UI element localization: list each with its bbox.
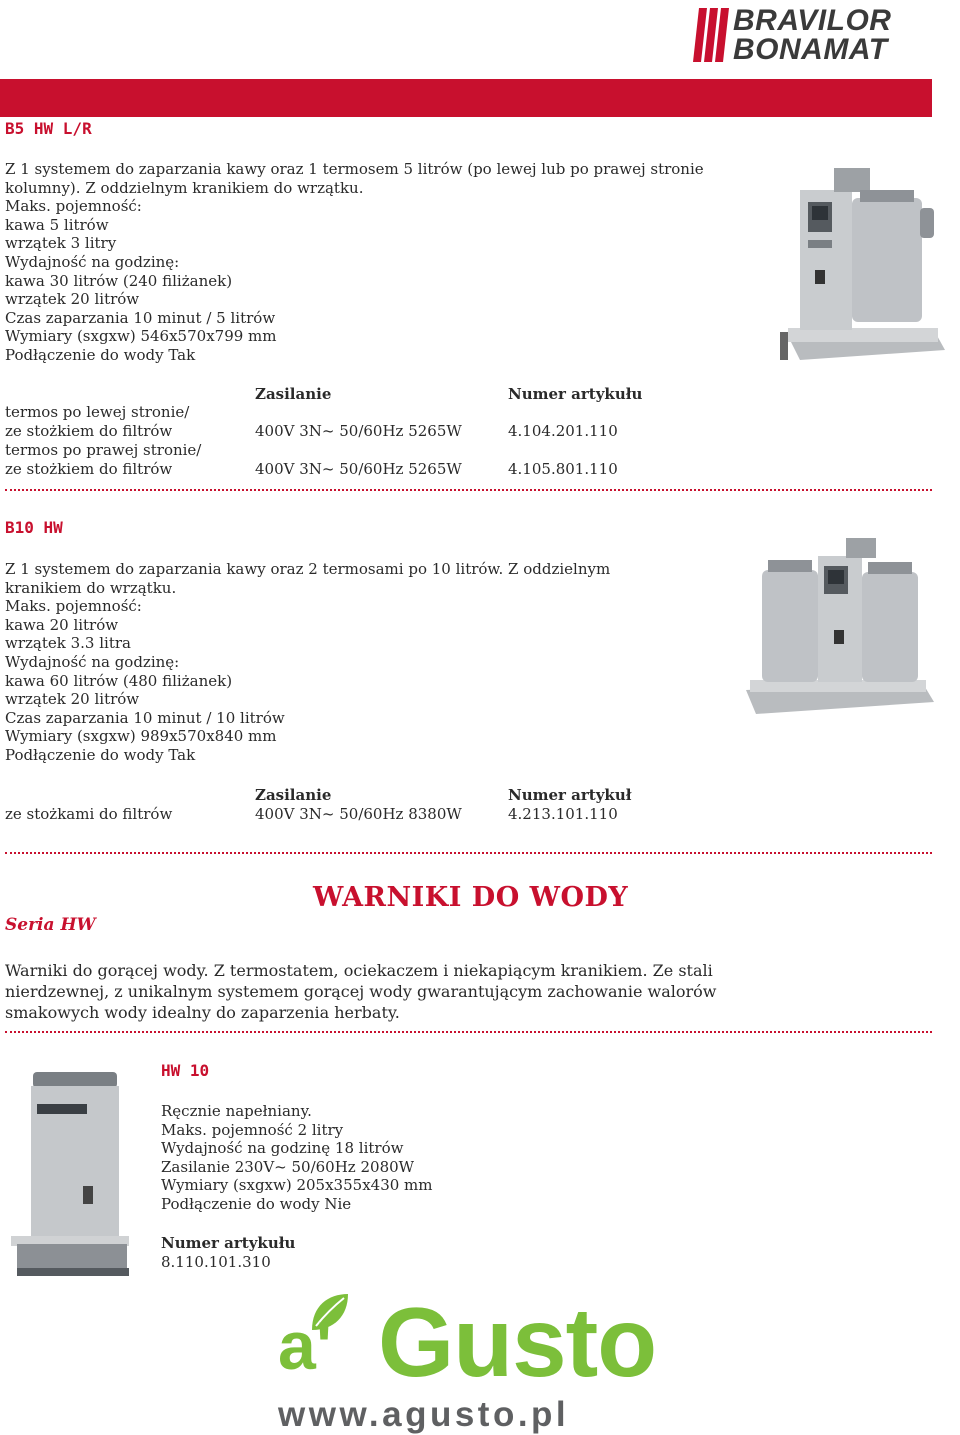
hw10-line: Maks. pojemność 2 litry <box>161 1120 344 1139</box>
b10-description <box>5 560 610 765</box>
hw10-number-label: Numer artykułu <box>161 1234 296 1252</box>
b5-line: Wymiary (sxgxw) 546x570x799 mm <box>5 327 277 346</box>
hw10-line: Zasilanie 230V~ 50/60Hz 2080W <box>161 1157 415 1176</box>
b10-line: kawa 20 litrów <box>5 615 119 634</box>
series-desc-line: Warniki do gorącej wody. Z termostatem, ociekaczem i niekapiącym kranikiem. Ze stali <box>5 961 713 980</box>
b5-col-number: Numer artykułu <box>508 385 643 403</box>
b5-line: wrzątek 3 litry <box>5 234 117 253</box>
section-divider <box>5 852 932 854</box>
hw10-line: Podłączenie do wody Nie <box>161 1194 352 1213</box>
b5-row-1-label-2: ze stożkiem do filtrów <box>5 422 173 440</box>
b10-heading: B10 HW <box>5 518 63 537</box>
logo-line-2: BONAMAT <box>733 33 888 66</box>
b5-heading: B5 HW L/R <box>5 119 92 138</box>
b10-row-power: 400V 3N~ 50/60Hz 8380W <box>255 805 462 823</box>
b5-line: Wydajność na godzinę: <box>5 252 180 271</box>
b10-line: Wydajność na godzinę: <box>5 652 180 671</box>
b5-line: kolumny). Z oddzielnym kranikiem do wrzątku. <box>5 178 364 197</box>
b10-line: wrzątek 20 litrów <box>5 690 140 709</box>
b10-line: Podłączenie do wody Tak <box>5 745 196 764</box>
series-description <box>5 960 716 1023</box>
hw10-line: Wymiary (sxgxw) 205x355x430 mm <box>161 1176 433 1195</box>
b10-col-power: Zasilanie <box>255 786 332 804</box>
b5-row-2-label-1: termos po prawej stronie/ <box>5 441 202 459</box>
series-title: WARNIKI DO WODY <box>313 882 629 913</box>
b10-row-number: 4.213.101.110 <box>508 805 618 823</box>
agusto-logo <box>278 1287 657 1434</box>
b5-row-1-label-1: termos po lewej stronie/ <box>5 403 190 421</box>
logo-url: www.agusto.pl <box>278 1395 570 1434</box>
hw10-description <box>161 1102 433 1214</box>
section-divider <box>5 1031 932 1033</box>
logo-prefix: a' <box>278 1308 332 1384</box>
header-band <box>0 79 932 117</box>
b5-line: wrzątek 20 litrów <box>5 290 140 309</box>
bravilor-logo <box>693 6 921 64</box>
b10-line: kranikiem do wrzątku. <box>5 578 177 597</box>
b5-line: Z 1 systemem do zaparzania kawy oraz 1 termosem 5 litrów (po lewej lub po prawej stronie <box>5 160 704 178</box>
b10-row-label: ze stożkami do filtrów <box>5 805 173 823</box>
b5-row-2-number: 4.105.801.110 <box>508 460 618 478</box>
logo-name: Gusto <box>378 1287 657 1397</box>
logo-line-1: BRAVILOR <box>733 4 892 37</box>
b10-line: kawa 60 litrów (480 filiżanek) <box>5 671 233 690</box>
b5-line: kawa 30 litrów (240 filiżanek) <box>5 271 233 290</box>
b5-line: Maks. pojemność: <box>5 197 142 216</box>
b10-line: Maks. pojemność: <box>5 597 142 616</box>
b10-line: Czas zaparzania 10 minut / 10 litrów <box>5 708 285 727</box>
b5-line: Czas zaparzania 10 minut / 5 litrów <box>5 308 276 327</box>
section-divider <box>5 489 932 491</box>
b10-line: Wymiary (sxgxw) 989x570x840 mm <box>5 727 277 746</box>
b10-machine-image <box>742 530 937 730</box>
b10-line: Z 1 systemem do zaparzania kawy oraz 2 termosami po 10 litrów. Z oddzielnym <box>5 560 611 578</box>
b5-row-2-label-2: ze stożkiem do filtrów <box>5 460 173 478</box>
hw10-heading: HW 10 <box>161 1061 210 1080</box>
b5-line: Podłączenie do wody Tak <box>5 345 196 364</box>
hw10-number: 8.110.101.310 <box>161 1253 271 1271</box>
hw10-machine-image <box>3 1068 143 1283</box>
series-desc-line: smakowych wody idealny do zaparzenia herbaty. <box>5 1003 400 1022</box>
series-desc-line: nierdzewnej, z unikalnym systemem gorącej wody gwarantującym zachowanie walorów <box>5 982 717 1001</box>
b5-col-power: Zasilanie <box>255 385 332 403</box>
hw10-line: Wydajność na godzinę 18 litrów <box>161 1139 404 1158</box>
b5-line: kawa 5 litrów <box>5 215 109 234</box>
b10-col-number: Numer artykuł <box>508 786 632 804</box>
b5-row-2-power: 400V 3N~ 50/60Hz 5265W <box>255 460 462 478</box>
hw10-line: Ręcznie napełniany. <box>161 1102 312 1120</box>
b5-description <box>5 160 704 365</box>
b5-row-1-power: 400V 3N~ 50/60Hz 5265W <box>255 422 462 440</box>
series-label: Seria HW <box>5 915 96 935</box>
b10-line: wrzątek 3.3 litra <box>5 634 131 653</box>
b5-row-1-number: 4.104.201.110 <box>508 422 618 440</box>
b5-machine-image <box>770 160 955 375</box>
